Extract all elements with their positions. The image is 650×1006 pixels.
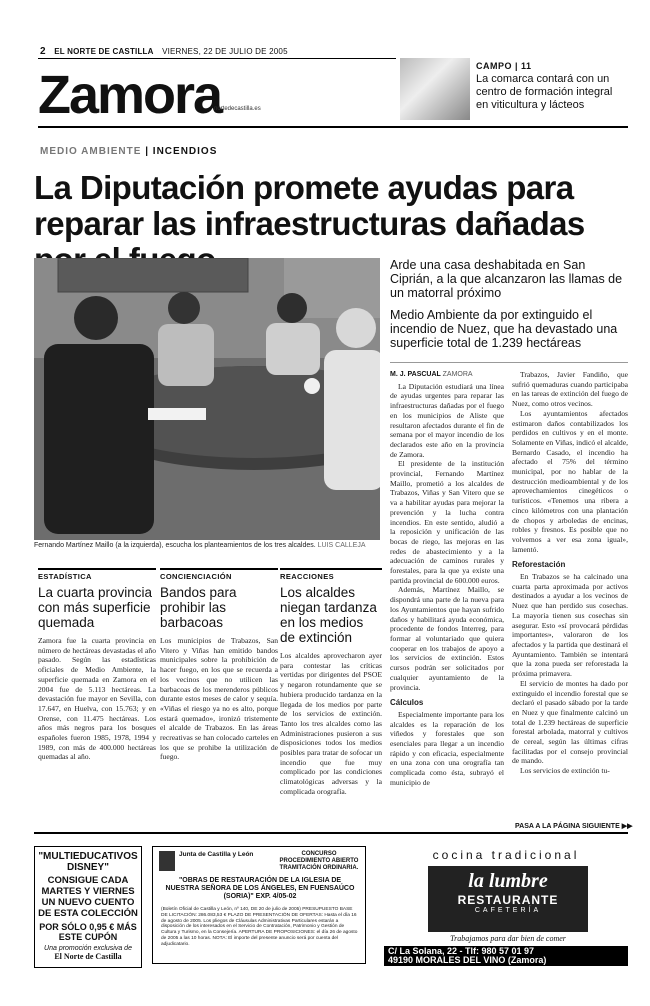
brief-concienciacion xyxy=(160,568,278,762)
paragraph: Además, Martínez Maillo, se dispondrá una parte de la nueva para los Ayuntamientos que hayan sufrido daños y habilitará ayuda económica, procedente de fondos Interreg, para formar al voluntariado que quiera cooperar en los trabajos de apoyo a los servicios de extinción. Estos cursos podrán ser solicitados por cualquier ayuntamiento de la provincia. xyxy=(390,585,504,692)
column-subheading: Cálculos xyxy=(390,698,424,708)
ad-disney-title: "MULTIEDUCATIVOS DISNEY" xyxy=(38,851,138,873)
promo-box[interactable] xyxy=(476,60,626,112)
ad-junta-concurso: CONCURSO PROCEDIMIENTO ABIERTO TRAMITACIÓN ORDINARIA. xyxy=(279,851,359,871)
promo-text: La comarca contará con un centro de formación integral en viticultura y lácteos xyxy=(476,73,613,111)
brief-text: Los alcaldes aprovecharon ayer para contestar las críticas vertidas por dirigentes del PSOE y negaron rotundamente que se hubiera producido tardanza en la llegada de los medios por parte de los servicios de extinción. Tanto los tres alcaldes como las Administraciones pusieron a sus disposiciones todos los medios posibles para tratar de sofocar un incendio que fue muy complicado por las condiciones climatológicas adversas y la complicada orografía. xyxy=(280,651,382,796)
page-number: 2 xyxy=(40,46,46,57)
caption-text: Fernando Martínez Maillo (a la izquierda), escucha los planteamientos de los tres alcaldes. xyxy=(34,542,316,549)
ad-restaurant-address xyxy=(384,946,628,966)
byline-name: M. J. PASCUAL xyxy=(390,371,441,378)
byline-place: ZAMORA xyxy=(442,371,473,378)
header-rule xyxy=(38,58,396,59)
logo-cafeteria: CAFETERÍA xyxy=(474,907,542,914)
ad-junta-institution: Junta de Castilla y León xyxy=(179,851,254,858)
paragraph: El servicio de montes ha dado por extinguido el incendio forestal que se declaró el pasado sábado por la tarde en Nuez y que finalmente calcinó un total de 1.239 hectáreas de superficie forestal arbolada, matorral y cultivos de cereal, según las últimas cifras facilitadas por el consejo provincial de mando. xyxy=(512,678,628,766)
brief-headline: Bandos para prohibir las barbacoas xyxy=(160,585,237,630)
section-email: nortedecastilla.es xyxy=(214,106,261,112)
brief-text: Zamora fue la cuarta provincia en número de hectáreas devastadas el año pasado. Según las estadísticas oficiales de Medio Ambiente, la superficie quemada en Zamora en el 2004 fue de 5.113 hectáreas. La devastación fue mayor en Sevilla, con 17.647, en Huelva, con 15.763; y en Orense, con 11.475 hectáreas. Los años más negros para los bosques españoles fueron 1985, 1978, 1994 y 1989, con más de 400.000 hectáreas quemadas al año. xyxy=(38,636,156,762)
brief-kicker: REACCIONES xyxy=(280,568,382,581)
subheads xyxy=(390,258,628,358)
ad-disney[interactable] xyxy=(34,846,142,968)
ad-restaurant-title: cocina tradicional xyxy=(432,848,580,862)
brief-estadistica xyxy=(38,568,156,762)
brief-headline: Los alcaldes niegan tardanza en los medios de extinción xyxy=(280,585,377,645)
paragraph: El presidente de la institución provincial, Fernando Martínez Maillo, prometió a los alcaldes de Trabazos, Viñas y San Vitero que se va a habilitar ayudas para mejorar la prevención y la lucha contra incendios. En este sentido, aludió a la reposición y unificación de las bocas de riego, las mejoras en las redes de abastecimiento y a la adecuación de caminos rurales y forestales, para la que ya existe una partida provincial de 600.000 euros. xyxy=(390,459,504,585)
logo-name: la lumbre xyxy=(468,870,548,892)
page-header xyxy=(40,46,628,57)
ad-restaurant[interactable] xyxy=(384,846,628,966)
ad-restaurant-tagline: Trabajamos para dar bien de comer xyxy=(450,934,566,943)
continue-link[interactable]: PASA A LA PÁGINA SIGUIENTE ▶▶ xyxy=(515,823,633,830)
article-column-2 xyxy=(512,370,628,818)
promo-photo[interactable] xyxy=(400,58,470,120)
main-photo[interactable] xyxy=(34,258,380,540)
photo-credit: LUIS CALLEJA xyxy=(317,542,366,549)
address-line-2: 49190 MORALES DEL VINO (Zamora) xyxy=(388,955,547,965)
brief-reacciones xyxy=(280,568,382,797)
ad-junta[interactable] xyxy=(152,846,366,964)
subhead-rule xyxy=(390,362,628,363)
promo-tag: CAMPO | 11 xyxy=(476,61,532,71)
date: VIERNES, 22 DE JULIO DE 2005 xyxy=(162,47,288,56)
paragraph: Trabazos, Javier Fandiño, que sufrió quemaduras cuando participaba en las tareas de extinción del fuego de Nuez, como otros vecinos. xyxy=(512,370,628,409)
brief-kicker: ESTADÍSTICA xyxy=(38,568,156,581)
paragraph: Los ayuntamientos afectados estimaron daños contabilizados los perdidos en cultivos y en el monte. Solamente en Viñas, indicó el alcalde, Bernardo Casado, el incendio ha afectado el 75% del término municipal, por no hablar de la destrucción medioambiental y de los aprovechamientos cinegéticos o turísticos. «Tenemos una ribera a cinco kilómetros con una plantación de chopos y arboledas de encinas, robles y fresnos. Es posible que no volvemos a ver esa zona igual», lamentó. xyxy=(512,408,628,554)
kicker xyxy=(40,146,217,157)
logo-restaurante: RESTAURANTE xyxy=(457,893,559,907)
brief-text: Los municipios de Trabazos, San Vitero y Viñas han emitido bandos municipales sobre la prohibición de hacer fuego, en los que se recuerda a los vecinos que no utilicen las barbacoas de los merenderos públicos durante estos meses de calor y sequía. «Viñas el riesgo ya no es alto, porque estará quemado», ironizó tristemente el alcalde de Trabazos. En las áreas recreativas se han colocado carteles en los que se prohibe la utilización de fuego. xyxy=(160,636,278,762)
column-subheading: Reforestación xyxy=(512,560,566,570)
ad-junta-obra: "OBRAS DE RESTAURACIÓN DE LA IGLESIA DE NUESTRA SEÑORA DE LOS ÁNGELES, EN FUENSAÚCO (SORIA)" EXP. 4/05-02 xyxy=(165,877,355,900)
paragraph: Especialmente importante para los alcaldes es la reparación de los viñedos y forestales que son esenciales para llegar a un incendio rápido y con eficacia, especialmente en una zona con una orografía tan complicada como ésta, subrayó el municipio de xyxy=(390,709,504,787)
section-title: Zamora xyxy=(38,65,222,125)
photo-caption xyxy=(34,542,384,549)
paragraph: Los servicios de extinción tu- xyxy=(520,766,610,776)
ad-disney-brand: El Norte de Castilla xyxy=(54,952,122,961)
subhead-2: Medio Ambiente da por extinguido el incendio de Nuez, que ha devastado una superficie total de 1.239 hectáreas xyxy=(390,308,618,350)
crest-icon xyxy=(159,851,175,871)
meeting-photo-illustration xyxy=(34,258,380,540)
ad-disney-price: POR SÓLO 0,95 € MÁS ESTE CUPÓN xyxy=(39,922,137,942)
kicker-separator: | xyxy=(145,146,150,157)
ad-disney-promo: Una promoción exclusiva de xyxy=(44,945,132,952)
section-rule xyxy=(38,126,628,128)
paper-name: EL NORTE DE CASTILLA xyxy=(54,47,154,56)
headline: La Diputación promete ayudas para reparar las infraestructuras dañadas xyxy=(34,169,585,242)
kicker-topic: MEDIO AMBIENTE xyxy=(40,146,142,157)
address-line-1: C/ La Solana, 22 - Tlf: 980 57 01 97 xyxy=(388,946,535,956)
ad-disney-body: CONSIGUE CADA MARTES Y VIERNES UN NUEVO CUENTO DE ESTA COLECCIÓN xyxy=(38,875,138,919)
byline xyxy=(390,370,504,380)
kicker-subtopic: INCENDIOS xyxy=(152,146,218,157)
ad-junta-body: (Boletín Oficial de Castilla y León, nº 140, DE 20 de julio de 2005) PRESUPUESTO BASE DE LICITACIÓN: 286.083,53 € PLAZO DE PRESENTACIÓN DE OFERTAS: Hasta el día 16 de agosto de 2005. Los pliegos de Cláusulas Administrativas Particulares estarán a disposición de los interesados en el Servicio de Contratación, Patrimonio y Gestión de Cultura y Turismo, en la Consejería. APERTURA DE PROPOSICIONES: el día 26 de agosto de 2005 a las 10 horas. NOTA: El importe del presente anuncio será por cuenta del adjudicatario. xyxy=(161,907,358,947)
bottom-rule xyxy=(34,832,628,834)
paragraph: La Diputación estudiará una línea de ayudas urgentes para reparar las infraestructuras dañadas por el fuego en los municipios de Aliste que resultaron afectados durante el fin de semana por el mayor incendio de los declarados este año en la provincia de Zamora. xyxy=(390,381,504,459)
subhead-1: Arde una casa deshabitada en San Ciprián, a la que alcanzaron las llamas de un matorral próximo xyxy=(390,258,623,300)
article-column-1 xyxy=(390,370,504,818)
brief-headline: La cuarta provincia con más superficie quemada xyxy=(38,585,153,630)
brief-kicker: CONCIENCIACIÓN xyxy=(160,568,278,581)
restaurant-logo xyxy=(428,866,588,932)
paragraph: En Trabazos se ha calcinado una cuarta parta aproximada por activos destinados a ayudar a los vecinos de Nuez que han perdido sus cosechas. La mayoría tienen sus cosechas sin asegurar. Esto «sí provocará pérdidas importantes», valoraron de los afectados y la partida que destinará el Ayuntamiento. También se intentará que la zona pueda ser reforestada la próxima primavera. xyxy=(512,572,628,679)
